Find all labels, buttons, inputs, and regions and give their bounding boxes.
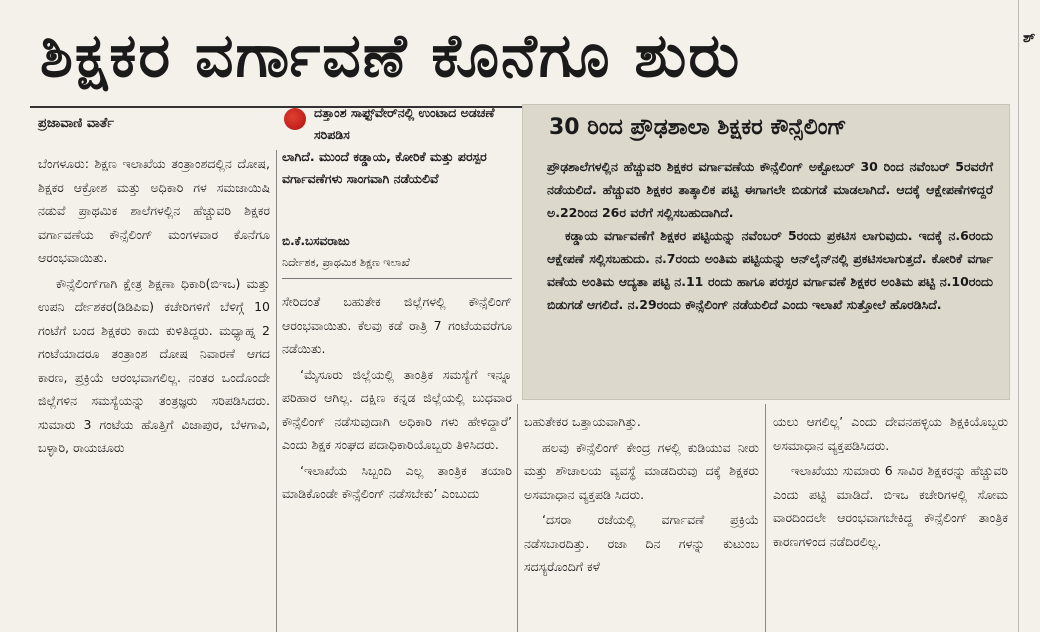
col2-paragraph: ‘ಇಲಾಖೆಯ ಸಿಬ್ಬಂದಿ ಎಲ್ಲ ತಾಂತ್ರಿಕ ತಯಾರಿ ಮಾಡಿಕೊಂಡೇ ಕೌನ್ಸೆಲಿಂಗ್ ನಡೆಸಬೇಕು’ ಎಂಬುದು — [282, 462, 512, 501]
col3-paragraph: ‘ದಸರಾ ರಜೆಯಲ್ಲಿ ವರ್ಗಾವಣೆ ಪ್ರಕ್ರಿಯೆ ನಡೆಸಬಾರದಿತ್ತು. ರಜಾ ದಿನ ಗಳನ್ನು ಕುಟುಂಬ ಸದಸ್ಯರೊಂದಿಗೆ ಕಳೆ — [524, 512, 759, 574]
article-column-1 — [38, 152, 270, 632]
pull-quote — [282, 102, 512, 272]
article-column-3 — [524, 410, 759, 632]
byline: ಪ್ರಜಾವಾಣಿ ವಾರ್ತೆ — [38, 116, 114, 131]
quote-divider — [282, 278, 512, 279]
col4-paragraph: ಇಲಾಖೆಯು ಸುಮಾರು 6 ಸಾವಿರ ಶಿಕ್ಷಕರನ್ನು ಹೆಚ್ಚುವರಿ ಎಂದು ಪಟ್ಟಿ ಮಾಡಿದೆ. ಬಿಇಒ ಕಚೇರಿಗಳಲ್ಲಿ ಸೋಮ ವಾರದಿಂದಲೇ ಆರಂಭವಾಗಬೇಕಿದ್ದ ಕೌನ್ಸೆಲಿಂಗ್ ತಾಂತ್ರಿಕ ಕಾರಣಗಳಿಂದ ನಡೆದಿರಲಿಲ್ಲ. — [773, 463, 1008, 549]
quote-author: ಬಿ.ಕೆ.ಬಸವರಾಜು — [282, 234, 350, 248]
adjacent-headline-fragment: ಶ್ — [1023, 30, 1036, 46]
column-divider — [276, 150, 277, 632]
quote-author-role: ನಿರ್ದೇಶಕ, ಪ್ರಾಥಮಿಕ ಶಿಕ್ಷಣ ಇಲಾಖೆ — [282, 256, 410, 269]
col3-paragraph: ಬಹುತೇಕರ ಒತ್ತಾಯವಾಗಿತ್ತು. — [524, 414, 641, 429]
headline: ಶಿಕ್ಷಕರ ವರ್ಗಾವಣೆ ಕೊನೆಗೂ ಶುರು — [40, 21, 742, 91]
quote-text-continued: ಲಾಗಿದೆ. ಮುಂದೆ ಕಡ್ಡಾಯ, ಕೋರಿಕೆ ಮತ್ತು ಪರಸ್ಪರ ವರ್ಗಾವಣೆಗಳು ಸಾಂಗವಾಗಿ ನಡೆಯಲಿವೆ — [282, 149, 487, 186]
col1-paragraph: ಕೌನ್ಸೆಲಿಂಗ್‌ಗಾಗಿ ಕ್ಷೇತ್ರ ಶಿಕ್ಷಣಾ ಧಿಕಾರಿ(ಬಿಇಒ) ಮತ್ತು ಉಪನಿ ರ್ದೇಶಕರ(ಡಿಡಿಪಿಐ) ಕಚೇರಿಗಳಿಗೆ ಬೆಳಿಗ್ಗೆ 10 ಗಂಟೆಗೆ ಬಂದ ಶಿಕ್ಷಕರು ಕಾದು ಕುಳಿತಿದ್ದರು. ಮಧ್ಯಾಹ್ನ 2 ಗಂಟೆಯಾದರೂ ತಂತ್ರಾಂಶ ದೋಷ ನಿವಾರಣೆ ಆಗದ ಕಾರಣ, ಪ್ರಕ್ರಿಯೆ ಆರಂಭವಾಗಲಿಲ್ಲ. ನಂತರ ಒಂದೊಂದೇ ಜಿಲ್ಲೆಗಳಿನ ಸಮಸ್ಯೆಯನ್ನು ತಂತ್ರಜ್ಞರು ಸರಿಪಡಿಸಿದರು. ಸುಮಾರು 3 ಗಂಟೆಯ ಹೊತ್ತಿಗೆ ವಿಜಾಪುರ, ಬೆಳಗಾವಿ, ಬಳ್ಳಾರಿ, ರಾಯಚೂರು — [38, 275, 270, 455]
quote-bullet-icon — [284, 108, 306, 130]
col2-paragraph: ಸೇರಿದಂತೆ ಬಹುತೇಕ ಜಿಲ್ಲೆಗಳಲ್ಲಿ ಕೌನ್ಸೆಲಿಂಗ್ ಆರಂಭವಾಯಿತು. ಕೆಲವು ಕಡೆ ರಾತ್ರಿ 7 ಗಂಟೆಯವರೆಗೂ ನಡೆಯಿತು. — [282, 294, 512, 356]
box-body — [547, 155, 993, 316]
col2-paragraph: ‘ಮೈಸೂರು ಜಿಲ್ಲೆಯಲ್ಲಿ ತಾಂತ್ರಿಕ ಸಮಸ್ಯೆಗೆ ಇನ್ನೂ ಪರಿಹಾರ ಆಗಿಲ್ಲ. ದಕ್ಷಿಣ ಕನ್ನಡ ಜಿಲ್ಲೆಯಲ್ಲಿ ಬುಧವಾರ ಕೌನ್ಸೆಲಿಂಗ್ ನಡೆಸುವುದಾಗಿ ಅಧಿಕಾರಿ ಗಳು ಹೇಳಿದ್ದಾರೆ’ ಎಂದು ಶಿಕ್ಷಕ ಸಂಘದ ಪದಾಧಿಕಾರಿಯೊಬ್ಬರು ತಿಳಿಸಿದರು. — [282, 366, 512, 452]
sidebar-box — [522, 104, 1010, 400]
box-title: 30 ರಿಂದ ಪ್ರೌಢಶಾಲಾ ಶಿಕ್ಷಕರ ಕೌನ್ಸೆಲಿಂಗ್ — [549, 115, 847, 140]
adjacent-article-edge — [1018, 0, 1040, 632]
quote-text: ದತ್ತಾಂಶ ಸಾಫ್ಟ್‌ವೇರ್‌ನಲ್ಲಿ ಉಂಟಾದ ಅಡಚಣೆ ಸರಿಪಡಿಸ — [314, 105, 495, 142]
article-column-2 — [282, 290, 512, 632]
box-paragraph: ಪ್ರೌಢಶಾಲೆಗಳಲ್ಲಿನ ಹೆಚ್ಚುವರಿ ಶಿಕ್ಷಕರ ವರ್ಗಾವಣೆಯ ಕೌನ್ಸೆಲಿಂಗ್ ಅಕ್ಟೋಬರ್ 30 ರಿಂದ ನವೆಂಬರ್ 5ರವರೆಗೆ ನಡೆಯಲಿದೆ. ಹೆಚ್ಚುವರಿ ಶಿಕ್ಷಕರ ತಾತ್ಕಾಲಿಕ ಪಟ್ಟಿ ಈಗಾಗಲೇ ಬಿಡುಗಡೆ ಮಾಡಲಾಗಿದೆ. ಆದಕ್ಕೆ ಆಕ್ಷೇಪಣೆಗಳಿದ್ದರೆ ಅ.22ರಿಂದ 26ರ ವರೆಗೆ ಸಲ್ಲಿಸಬಹುದಾಗಿದೆ. — [547, 159, 993, 220]
col4-paragraph: ಯಲು ಆಗಲಿಲ್ಲ’ ಎಂದು ದೇವನಹಳ್ಳಿಯ ಶಿಕ್ಷಕಿಯೊಬ್ಬರು ಅಸಮಾಧಾನ ವ್ಯಕ್ತಪಡಿಸಿದರು. — [773, 414, 1008, 453]
box-paragraph: ಕಡ್ಡಾಯ ವರ್ಗಾವಣೆಗೆ ಶಿಕ್ಷಕರ ಪಟ್ಟಿಯನ್ನು ನವೆಂಬರ್ 5ರಂದು ಪ್ರಕಟಿಸ ಲಾಗುವುದು. ಇದಕ್ಕೆ ನ.6ರಂದು ಆಕ್ಷೇಪಣೆ ಸಲ್ಲಿಸಬಹುದು. ನ.7ರಂದು ಅಂತಿಮ ಪಟ್ಟಿಯನ್ನು ಆನ್‌ಲೈನ್‌ನಲ್ಲಿ ಪ್ರಕಟಿಸಲಾಗುತ್ತದೆ. ಕೋರಿಕೆ ವರ್ಗಾ ವಣೆಯ ಅಂತಿಮ ಆದ್ಯತಾ ಪಟ್ಟಿ ನ.11 ರಂದು ಹಾಗೂ ಪರಸ್ಪರ ವರ್ಗಾವಣೆ ಶಿಕ್ಷಕರ ಅಂತಿಮ ಪಟ್ಟಿ ನ.10ರಂದು ಬಿಡುಗಡೆ ಆಗಲಿದೆ. ನ.29ರಂದು ಕೌನ್ಸೆಲಿಂಗ್ ನಡೆಯಲಿದೆ ಎಂದು ಇಲಾಖೆ ಸುತ್ತೋಲೆ ಹೊರಡಿಸಿದೆ. — [547, 228, 993, 312]
col3-paragraph: ಹಲವು ಕೌನ್ಸೆಲಿಂಗ್ ಕೇಂದ್ರ ಗಳಲ್ಲಿ ಕುಡಿಯುವ ನೀರು ಮತ್ತು ಶೌಚಾಲಯ ವ್ಯವಸ್ಥೆ ಮಾಡದಿರುವು ದಕ್ಕೆ ಶಿಕ್ಷಕರು ಅಸಮಾಧಾನ ವ್ಯಕ್ತಪಡಿ ಸಿದರು. — [524, 439, 759, 502]
column-divider — [765, 404, 766, 632]
article-column-4 — [773, 410, 1008, 632]
col1-paragraph: ಬೆಂಗಳೂರು: ಶಿಕ್ಷಣ ಇಲಾಖೆಯ ತಂತ್ರಾಂಶದಲ್ಲಿನ ದೋಷ, ಶಿಕ್ಷಕರ ಆಕ್ರೋಶ ಮತ್ತು ಅಧಿಕಾರಿ ಗಳ ಸಮಜಾಯಿಷಿ ನಡುವೆ ಪ್ರಾಥಮಿಕ ಶಾಲೆಗಳಲ್ಲಿನ ಹೆಚ್ಚುವರಿ ಶಿಕ್ಷಕರ ವರ್ಗಾವಣೆಯ ಕೌನ್ಸೆಲಿಂಗ್ ಮಂಗಳವಾರ ಕೊನೆಗೂ ಆರಂಭವಾಯಿತು. — [38, 156, 270, 265]
column-divider — [517, 404, 518, 632]
